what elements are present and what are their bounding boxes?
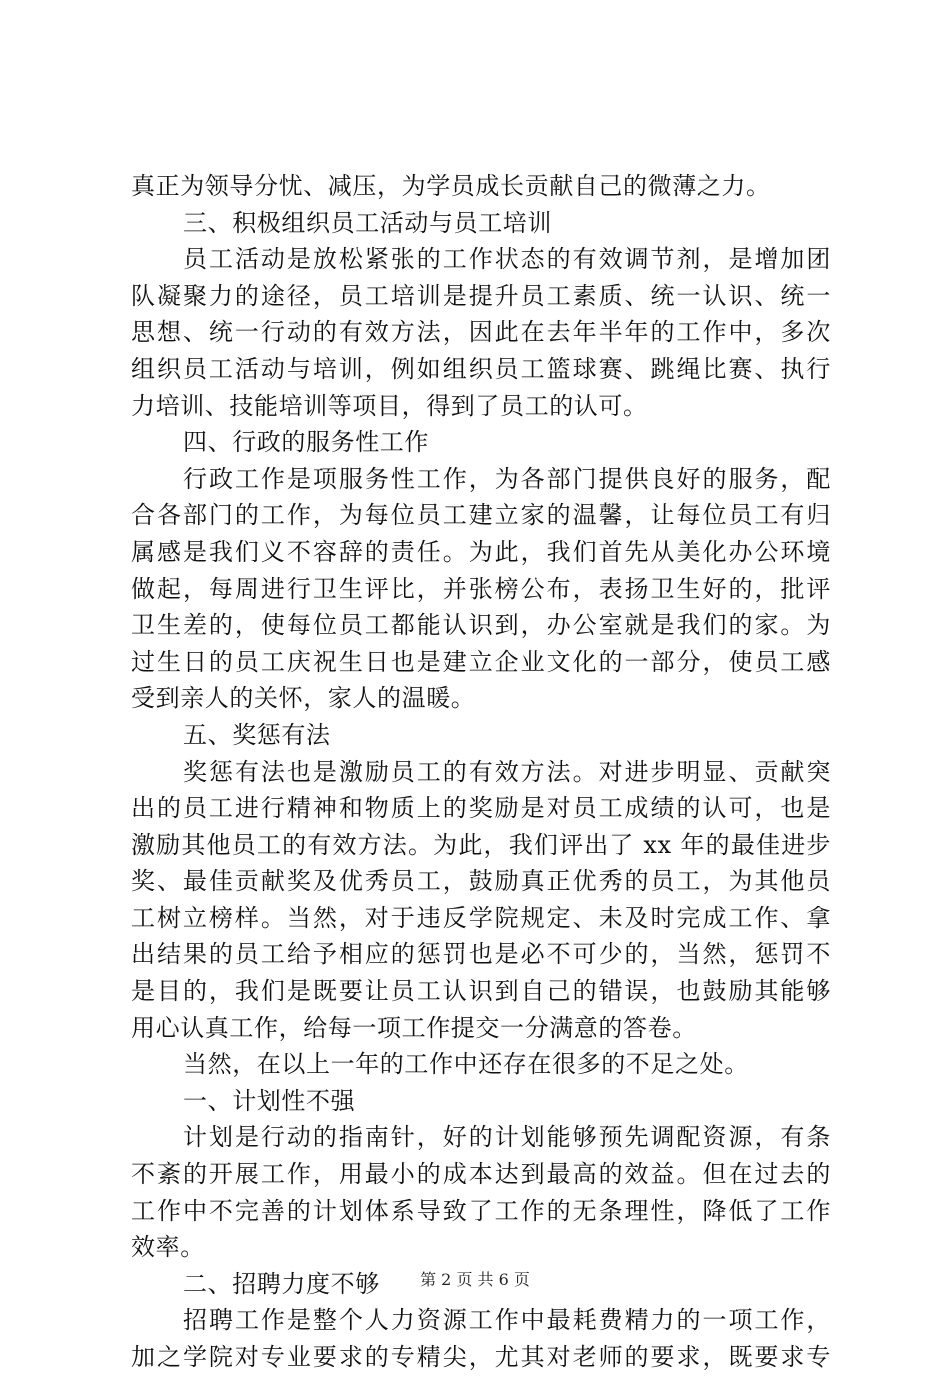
text-line: 五、奖惩有法 <box>183 720 331 749</box>
text-line: 二、招聘力度不够 <box>183 1269 380 1298</box>
text-line: 工树立榜样。当然，对于违反学院规定、未及时完成工作、拿 <box>131 903 831 932</box>
page-footer: 第 2 页 共 6 页 <box>420 1270 530 1289</box>
text-line: 奖惩有法也是激励员工的有效方法。对进步明显、贡献突 <box>183 757 831 786</box>
text-line: 做起，每周进行卫生评比，并张榜公布，表扬卫生好的，批评 <box>131 574 831 603</box>
text-line: 效率。 <box>131 1233 205 1262</box>
text-line: 激励其他员工的有效方法。为此，我们评出了 xx 年的最佳进步 <box>131 830 831 859</box>
text-line: 真正为领导分忧、减压，为学员成长贡献自己的微薄之力。 <box>131 172 771 200</box>
text-line: 卫生差的，使每位员工都能认识到，办公室就是我们的家。为 <box>131 611 831 640</box>
text-line: 四、行政的服务性工作 <box>183 428 429 457</box>
text-line: 合各部门的工作，为每位员工建立家的温馨，让每位员工有归 <box>131 501 831 530</box>
text-line: 当然，在以上一年的工作中还存在很多的不足之处。 <box>183 1050 749 1079</box>
text-line: 受到亲人的关怀，家人的温暖。 <box>131 684 476 713</box>
text-line: 计划是行动的指南针，好的计划能够预先调配资源，有条 <box>183 1123 831 1152</box>
text-line: 出的员工进行精神和物质上的奖励是对员工成绩的认可，也是 <box>131 794 831 823</box>
text-line: 是目的，我们是既要让员工认识到自己的错误，也鼓励其能够 <box>131 977 831 1006</box>
text-line: 队凝聚力的途径，员工培训是提升员工素质、统一认识、统一 <box>131 281 831 310</box>
text-line: 属感是我们义不容辞的责任。为此，我们首先从美化办公环境 <box>131 537 831 566</box>
text-line: 加之学院对专业要求的专精尖，尤其对老师的要求，既要求专 <box>131 1343 831 1371</box>
text-line: 三、积极组织员工活动与员工培训 <box>183 208 552 237</box>
text-line: 思想、统一行动的有效方法，因此在去年半年的工作中，多次 <box>131 318 831 347</box>
text-line: 出结果的员工给予相应的惩罚也是必不可少的，当然，惩罚不 <box>131 940 831 969</box>
text-line: 力培训、技能培训等项目，得到了员工的认可。 <box>131 391 648 420</box>
text-line: 奖、最佳贡献奖及优秀员工，鼓励真正优秀的员工，为其他员 <box>131 867 831 896</box>
text-line: 工作中不完善的计划体系导致了工作的无条理性，降低了工作 <box>131 1196 831 1225</box>
text-line: 行政工作是项服务性工作，为各部门提供良好的服务，配 <box>183 464 831 493</box>
text-line: 过生日的员工庆祝生日也是建立企业文化的一部分，使员工感 <box>131 647 831 676</box>
text-line: 员工活动是放松紧张的工作状态的有效调节剂，是增加团 <box>183 245 831 274</box>
text-line: 一、计划性不强 <box>183 1086 356 1115</box>
text-line: 招聘工作是整个人力资源工作中最耗费精力的一项工作， <box>183 1306 831 1335</box>
text-line: 用心认真工作，给每一项工作提交一分满意的答卷。 <box>131 1013 697 1042</box>
document-body <box>131 168 831 1376</box>
text-line: 不紊的开展工作，用最小的成本达到最高的效益。但在过去的 <box>131 1160 831 1189</box>
text-line: 组织员工活动与培训，例如组织员工篮球赛、跳绳比赛、执行 <box>131 354 831 383</box>
